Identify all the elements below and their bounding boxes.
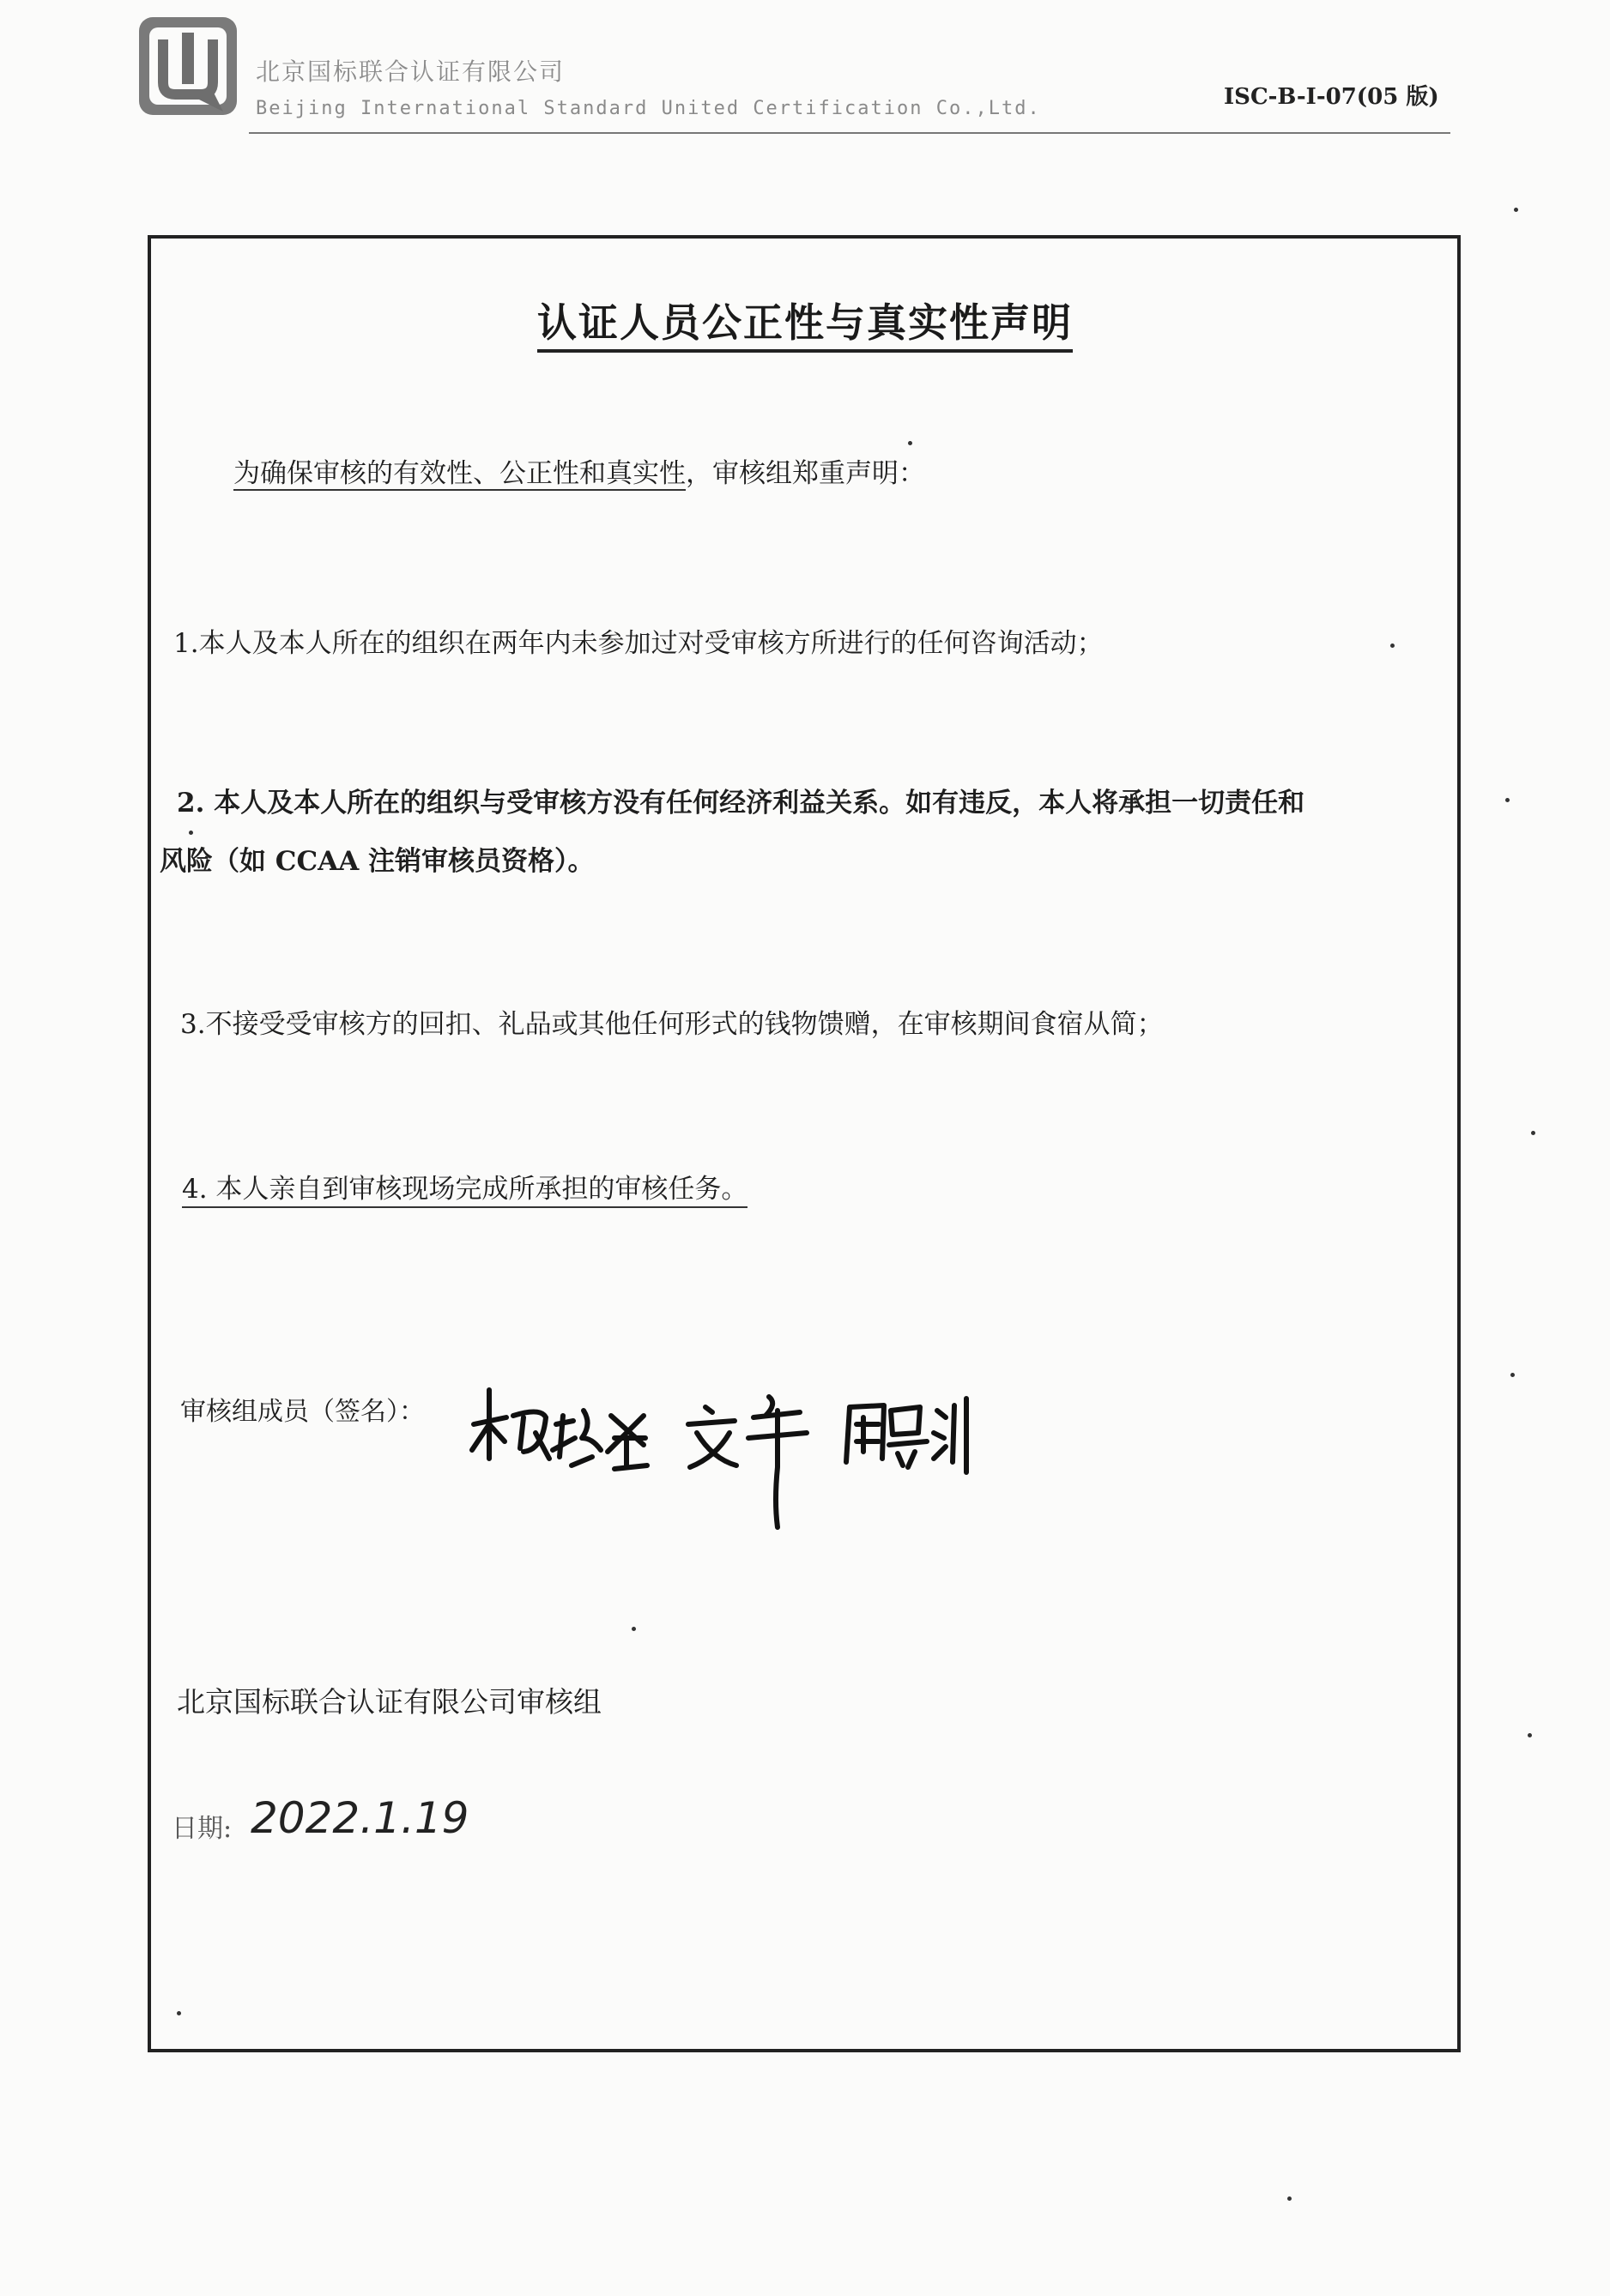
declaration-item-1: 1.本人及本人所在的组织在两年内未参加过对受审核方所进行的任何咨询活动；	[173, 628, 1104, 659]
scan-speck	[632, 1627, 636, 1631]
declaration-frame	[148, 235, 1461, 2052]
header-divider	[249, 132, 1450, 134]
scan-speck	[177, 2011, 181, 2015]
company-logo-icon	[137, 15, 239, 117]
date-value: 2022.1.19	[251, 1793, 469, 1843]
scan-speck	[1510, 1373, 1515, 1377]
declaration-item-4	[182, 1170, 748, 1209]
scan-speck	[1528, 1733, 1532, 1737]
scan-speck	[908, 441, 912, 445]
intro-underlined: 为确保审核的有效性、公正性和真实性	[233, 458, 686, 489]
date-label: 日期:	[172, 1814, 233, 1844]
intro-paragraph	[233, 455, 925, 493]
auditor-signatures	[463, 1356, 1013, 1544]
company-name-en: Beijing International Standard United Certification Co.,Ltd.	[256, 98, 1041, 119]
declaration-item-3: 3.不接受受审核方的回扣、礼品或其他任何形式的钱物馈赠，在审核期间食宿从简；	[180, 1009, 1164, 1040]
form-code: ISC-B-I-07(05 版)	[1224, 84, 1439, 110]
organization-name: 北京国标联合认证有限公司审核组	[177, 1685, 602, 1719]
document-title-text: 认证人员公正性与真实性声明	[537, 299, 1073, 353]
scan-speck	[1390, 643, 1395, 648]
company-name-cn: 北京国标联合认证有限公司	[256, 57, 566, 86]
scan-speck	[1287, 2196, 1292, 2201]
declaration-item-2-continued: 风险（如 CCAA 注销审核员资格）。	[160, 846, 595, 877]
document-title	[0, 292, 1610, 348]
scan-speck	[189, 831, 193, 835]
signature-label: 审核组成员（签名）：	[180, 1397, 425, 1427]
declaration-item-4-text: 4. 本人亲自到审核现场完成所承担的审核任务。	[182, 1174, 748, 1208]
scan-speck	[1505, 798, 1510, 802]
scan-speck	[1531, 1131, 1535, 1135]
declaration-item-2: 2. 本人及本人所在的组织与受审核方没有任何经济利益关系。如有违反，本人将承担一切责任和	[177, 788, 1305, 819]
intro-rest: ，审核组郑重声明：	[686, 458, 925, 489]
scan-speck	[1514, 208, 1518, 212]
